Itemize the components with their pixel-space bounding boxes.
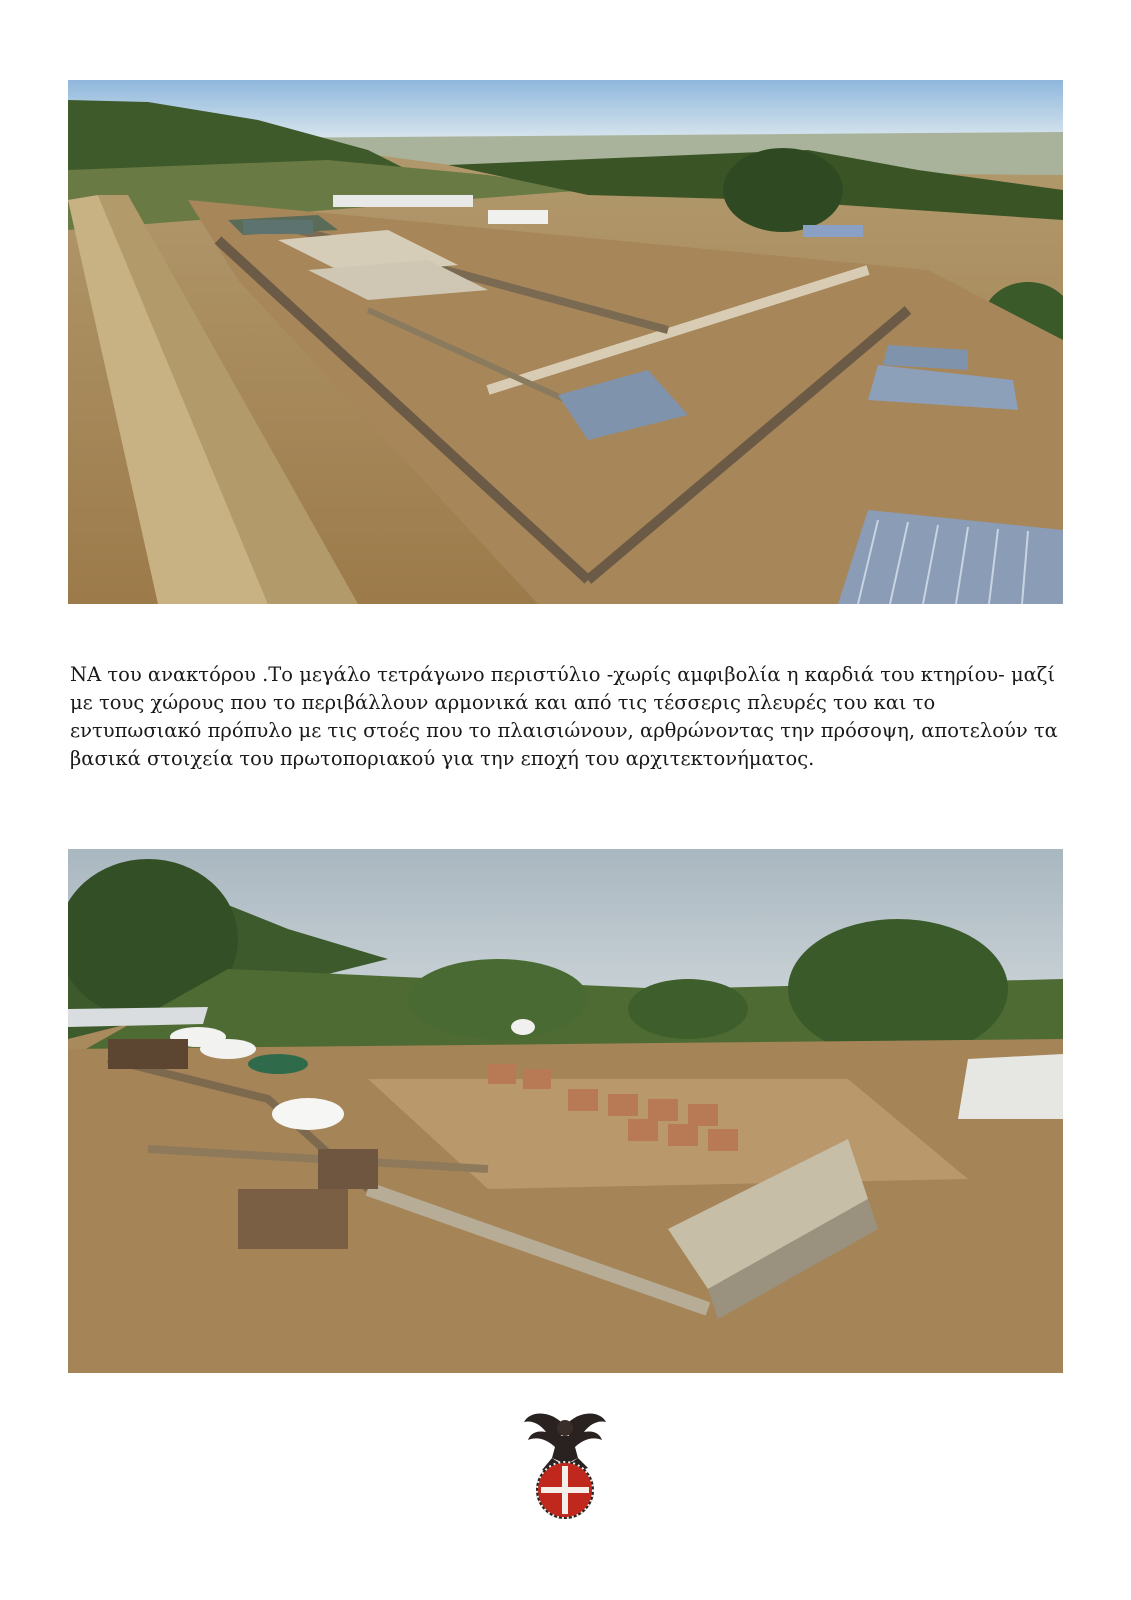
aerial-excavation-photo bbox=[68, 80, 1063, 604]
peristyle-excavation-photo bbox=[68, 849, 1063, 1373]
winged-figure-emblem-icon bbox=[522, 1408, 608, 1520]
caption-text: ΝΑ του ανακτόρου .Το μεγάλο τετράγωνο περιστύλιο -χωρίς αμφιβολία η καρδιά του κτηρίου- μαζί με τους χώρους που το περιβάλλουν αρμονικά και από τις τέσσερις πλευρές του και το εντυπωσιακό πρόπυλο με τις στοές που το πλαισιώνουν, αρθρώνοντας την πρόσοψη, αποτελούν τα βασικά στοιχεία του πρωτοποριακού για την εποχή του αρχιτεκτονήματος. bbox=[70, 663, 1058, 770]
logo bbox=[522, 1408, 608, 1520]
